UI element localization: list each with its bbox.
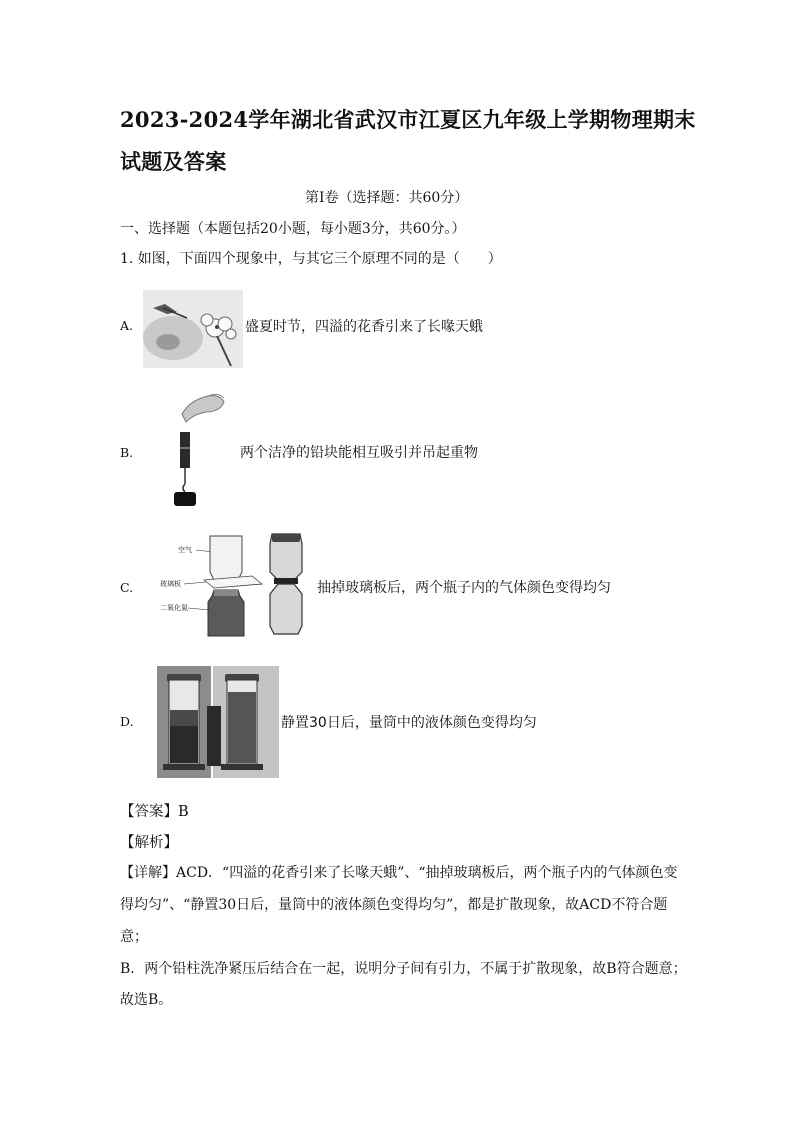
option-a-letter: A.	[120, 318, 134, 333]
volume-heading: 第Ⅰ卷（选择题：共60分）	[305, 190, 469, 206]
glass-plate-label: 玻璃板	[160, 580, 181, 588]
option-c-letter: C.	[120, 580, 134, 595]
analysis-tag: 【解析】	[120, 835, 178, 851]
detail-line-4: B．两个铅柱洗净紧压后结合在一起，说明分子间有引力，不属于扩散现象，故B符合题意；	[120, 961, 687, 977]
hawkmoth-flower-image	[143, 290, 243, 368]
document-title-line2: 试题及答案	[120, 149, 227, 174]
detail-line-5: 故选B。	[120, 992, 173, 1008]
option-d-text: 静置30日后，量筒中的液体颜色变得均匀	[281, 715, 537, 731]
option-c-text: 抽掉玻璃板后，两个瓶子内的气体颜色变得均匀	[317, 580, 611, 596]
question-stem: 1. 如图，下面四个现象中，与其它三个原理不同的是（ ）	[120, 251, 502, 267]
answer-tag: 【答案】B	[120, 804, 189, 820]
nitrogen-dioxide-label: 二氧化氮	[160, 604, 188, 612]
option-a-text: 盛夏时节，四溢的花香引来了长喙天蛾	[245, 319, 483, 335]
graduated-cylinders-image	[157, 666, 279, 778]
gas-diffusion-bottles-image	[158, 530, 308, 638]
detail-line-3: 意；	[120, 929, 148, 945]
detail-line-2: 得均匀”、“静置30日后，量筒中的液体颜色变得均匀”，都是扩散现象，故ACD不符合题	[120, 897, 668, 913]
option-d-letter: D.	[120, 714, 134, 729]
section-heading: 一、选择题（本题包括20小题，每小题3分，共60分。）	[120, 221, 466, 237]
option-b-text: 两个洁净的铅块能相互吸引并吊起重物	[240, 445, 478, 461]
detail-line-1: 【详解】ACD．“四溢的花香引来了长喙天蛾”、“抽掉玻璃板后，两个瓶子内的气体颜色变	[120, 865, 678, 881]
document-title-line1: 2023-2024学年湖北省武汉市江夏区九年级上学期物理期末	[120, 107, 696, 132]
option-b-letter: B.	[120, 445, 134, 460]
lead-blocks-image	[168, 388, 228, 512]
air-label: 空气	[178, 546, 192, 554]
